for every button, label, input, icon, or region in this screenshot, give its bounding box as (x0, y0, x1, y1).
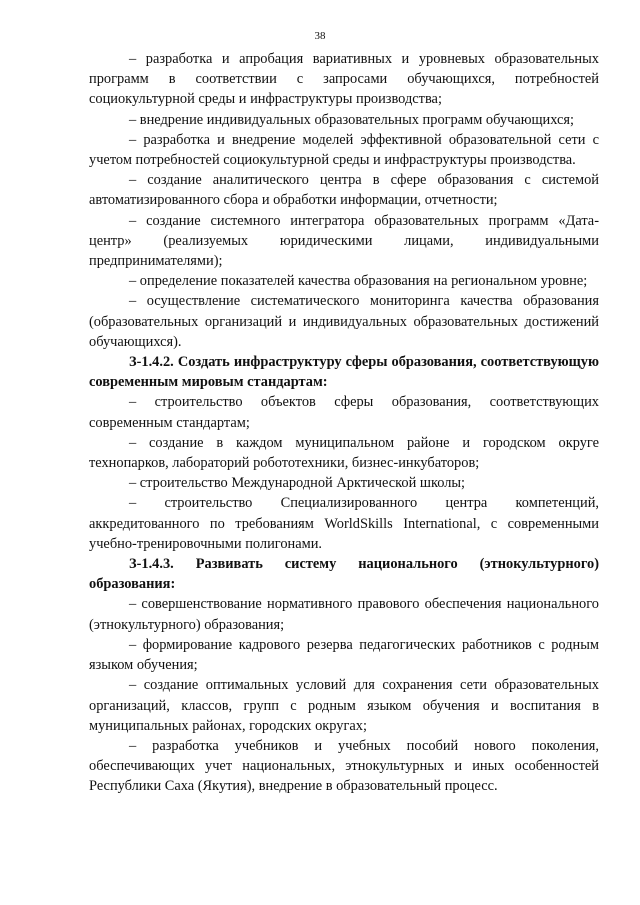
page-number: 38 (314, 30, 326, 42)
list-item: – разработка и апробация вариативных и уровневых образовательных программ в соответствии с запросами обучающихся, потребностей социокультурной среды и инфраструктуры производства; (89, 51, 599, 108)
list-item: – создание оптимальных условий для сохранения сети образовательных организаций, классов, групп с родным языком обучения и воспитания в муниципальных районах, городских округах; (89, 677, 599, 734)
list-item: – формирование кадрового резерва педагогических работников с родным языком обучения; (89, 636, 599, 674)
list-item: – строительство объектов сферы образования, соответствующих современным стандартам; (89, 394, 599, 431)
document-body (89, 49, 599, 797)
list-item: – создание аналитического центра в сфере образования с системой автоматизированного сбора и обработки информации, отчетности; (89, 172, 599, 209)
list-item: – определение показателей качества образования на региональном уровне; (129, 273, 588, 290)
list-item: – разработка учебников и учебных пособий нового поколения, обеспечивающих учет национальных, этнокультурных и иных особенностей Республики Саха (Якутия), внедрение в образовательный процесс. (89, 737, 599, 795)
list-item: – строительство Международной Арктической школы; (129, 475, 466, 492)
list-item: – разработка и внедрение моделей эффективной образовательной сети с учетом потребностей социокультурной среды и инфраструктуры производства. (89, 131, 599, 169)
list-item: – строительство Специализированного центра компетенций, аккредитованного по требованиям WorldSkills International, с современными учебно-тренировочными полигонами. (89, 495, 599, 552)
list-item: – осуществление систематического мониторинга качества образования (образовательных организаций и индивидуальных образовательных достижений обучающихся). (89, 293, 599, 350)
list-item: – совершенствование нормативного правового обеспечения национального (этнокультурного) образования; (89, 596, 599, 633)
section-heading-z-1-4-3: З-1.4.3. Развивать систему национального (этнокультурного) образования: (89, 556, 599, 593)
list-item: – создание в каждом муниципальном районе и городском округе технопарков, лабораторий робототехники, бизнес-инкубаторов; (89, 434, 599, 472)
section-heading-z-1-4-2: З-1.4.2. Создать инфраструктуру сферы образования, соответствующую современным мировым стандартам: (89, 354, 599, 391)
list-item: – внедрение индивидуальных образовательных программ обучающихся; (129, 111, 575, 128)
list-item: – создание системного интегратора образовательных программ «Дата-центр» (реализуемых юридическими лицами, индивидуальными предпринимателями); (89, 212, 599, 270)
